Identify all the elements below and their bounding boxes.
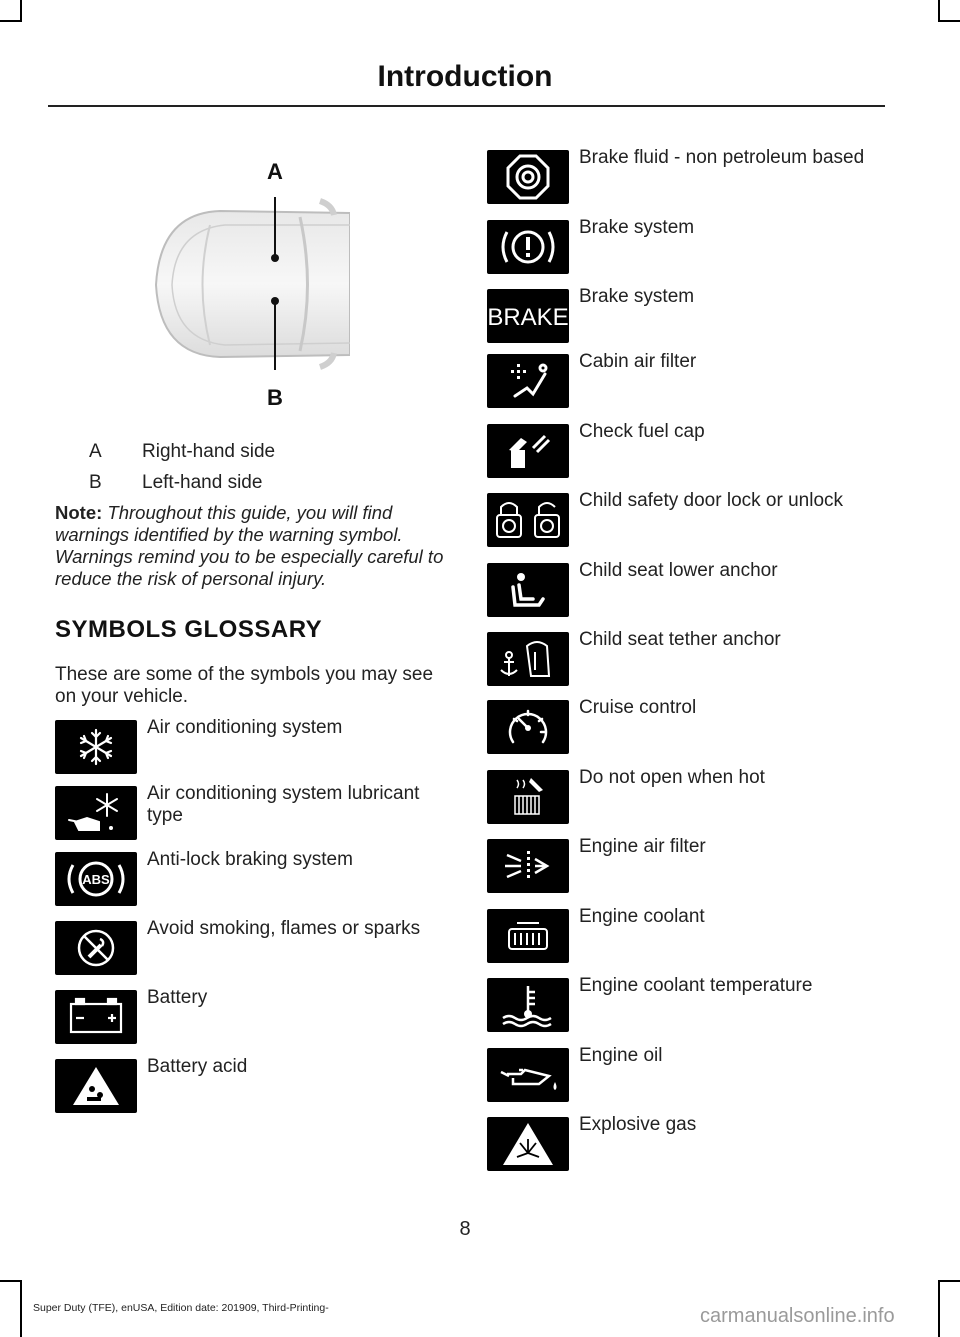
brake-warning-icon (487, 220, 569, 274)
symbol-entry (487, 629, 897, 692)
explosive-gas-icon (487, 1117, 569, 1171)
symbol-label: Battery acid (147, 1056, 248, 1077)
symbol-entry (487, 490, 897, 553)
symbol-label: Engine coolant temperature (579, 975, 813, 996)
symbol-entry (55, 918, 465, 981)
symbol-entry (487, 975, 897, 1038)
symbol-label: Cruise control (579, 697, 697, 718)
crop-mark (938, 1280, 960, 1282)
crop-mark (938, 0, 940, 22)
symbol-label: Engine air filter (579, 836, 706, 857)
symbol-label: Brake system (579, 286, 695, 307)
figure-label-b: B (267, 385, 283, 410)
fuel-cap-icon (487, 424, 569, 478)
symbol-entry (487, 1045, 897, 1108)
symbol-entry (55, 987, 465, 1050)
coolant-temp-icon (487, 978, 569, 1032)
symbol-label: Cabin air filter (579, 351, 697, 372)
crop-mark (20, 1280, 22, 1337)
symbol-label: Explosive gas (579, 1114, 697, 1135)
crop-mark (0, 20, 22, 22)
engine-oil-icon (487, 1048, 569, 1102)
figure-label-a: A (267, 159, 283, 184)
symbol-label: Avoid smoking, flames or sparks (147, 918, 421, 939)
warning-note (55, 502, 450, 590)
symbol-entry (487, 351, 897, 414)
brake-icon-text: BRAKE (487, 304, 569, 331)
snowflake-icon (55, 720, 137, 774)
symbol-entry (487, 906, 897, 969)
symbol-label: Engine oil (579, 1045, 663, 1066)
crop-mark (938, 1280, 940, 1337)
battery-icon (55, 990, 137, 1044)
symbol-label: Anti-lock braking system (147, 849, 353, 870)
symbol-entry (55, 849, 465, 912)
ac-lubricant-icon (55, 786, 137, 840)
page-number: 8 (459, 1218, 471, 1240)
header-divider (48, 105, 885, 107)
cabin-filter-icon (487, 354, 569, 408)
symbol-label: Air conditioning system (147, 717, 343, 738)
abs-icon (55, 852, 137, 906)
engine-coolant-icon (487, 909, 569, 963)
legend-key: A (89, 441, 102, 462)
symbol-label: Air conditioning system lubricant type (147, 783, 420, 826)
symbol-entry (487, 147, 897, 210)
child-lock-icon (487, 493, 569, 547)
symbol-label: Battery (147, 987, 208, 1008)
symbol-entry (55, 783, 465, 846)
abs-icon-text: ABS (82, 872, 110, 887)
crop-mark (938, 20, 960, 22)
watermark: carmanualsonline.info (700, 1305, 895, 1327)
legend-text: Right-hand side (142, 441, 276, 462)
symbol-entry (55, 717, 465, 780)
no-smoking-icon (55, 921, 137, 975)
engine-air-filter-icon (487, 839, 569, 893)
cruise-control-icon (487, 700, 569, 754)
symbol-label: Brake fluid - non petroleum based (579, 147, 865, 168)
note-text: Throughout this guide, you will find warnings identified by the warning symbol. Warnings remind you to be especially careful to reduce the risk of personal injury. (55, 502, 444, 589)
legend-key: B (89, 472, 102, 493)
brake-fluid-icon (487, 150, 569, 204)
brake-text-icon (487, 289, 569, 343)
symbol-entry (55, 1056, 465, 1119)
symbol-entry (487, 286, 897, 349)
edition-footer: Super Duty (TFE), enUSA, Edition date: 201909, Third-Printing- (33, 1302, 329, 1314)
symbol-label: Child safety door lock or unlock (579, 490, 844, 511)
section-intro: These are some of the symbols you may see on your vehicle. (55, 664, 434, 707)
battery-acid-icon (55, 1059, 137, 1113)
symbol-label: Child seat tether anchor (579, 629, 781, 650)
symbol-entry (487, 697, 897, 760)
child-seat-anchor-icon (487, 563, 569, 617)
symbol-label: Engine coolant (579, 906, 705, 927)
symbol-entry (487, 560, 897, 623)
symbol-label: Do not open when hot (579, 767, 765, 788)
symbol-label: Check fuel cap (579, 421, 705, 442)
vehicle-sides-figure (150, 155, 350, 410)
symbol-entry (487, 767, 897, 830)
do-not-open-hot-icon (487, 770, 569, 824)
symbol-entry (487, 217, 897, 280)
symbol-label: Child seat lower anchor (579, 560, 778, 581)
crop-mark (0, 1280, 22, 1282)
symbol-entry (487, 421, 897, 484)
symbol-entry (487, 1114, 897, 1177)
symbol-entry (487, 836, 897, 899)
note-label: Note: (55, 502, 103, 523)
child-seat-tether-icon (487, 632, 569, 686)
legend-text: Left-hand side (142, 472, 263, 493)
section-heading: SYMBOLS GLOSSARY (55, 616, 323, 643)
symbol-label: Brake system (579, 217, 695, 238)
page-header-title: Introduction (377, 60, 553, 93)
crop-mark (20, 0, 22, 22)
